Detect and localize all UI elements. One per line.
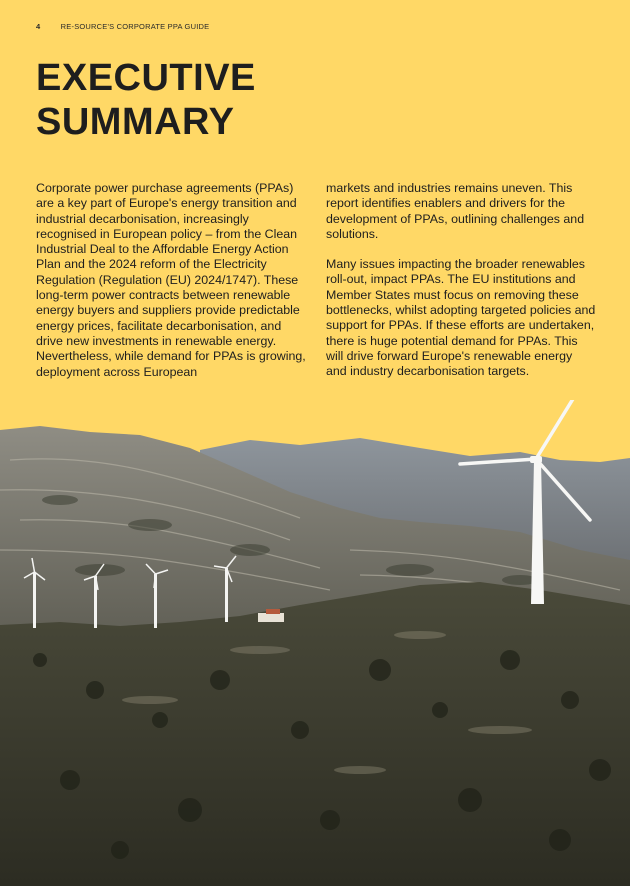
text-column-right (326, 181, 596, 395)
page-title-line-2: SUMMARY (36, 101, 235, 143)
running-title: RE-SOURCE'S CORPORATE PPA GUIDE (60, 22, 210, 31)
page-number: 4 (36, 22, 41, 31)
paragraph-issues: Many issues impacting the broader renewables roll-out, impact PPAs. The EU institutions and Member States must focus on removing these bottlenecks, whilst adopting targeted policies and support for PPAs. If these efforts are undertaken, there is huge potential demand for PPAs. This will drive forward Europe's renewable energy and industry decarbonisation targets. (326, 257, 596, 379)
paragraph-intro: Corporate power purchase agreements (PPAs) are a key part of Europe's energy transition and industrial decarbonisation, increasingly recognised in European policy – from the Clean Industrial Deal to the Affordable Energy Action Plan and the 2024 reform of the Electricity Regulation (Regulation (EU) 2024/1747). These long-term power contracts between renewable energy buyers and suppliers provide predictable energy prices, facilitate decarbonisation, and drive new investments in renewable energy. Nevertheless, while demand for PPAs is growing, deployment across European (36, 181, 306, 379)
running-header (36, 22, 209, 31)
text-column-left (36, 181, 306, 395)
wind-farm-landscape-photo (0, 400, 630, 886)
page-title (36, 56, 256, 144)
paragraph-continuation: markets and industries remains uneven. This report identifies enablers and drivers for the development of PPAs, outlining challenges and solutions. (326, 181, 585, 241)
page-title-line-1: EXECUTIVE (36, 57, 256, 99)
